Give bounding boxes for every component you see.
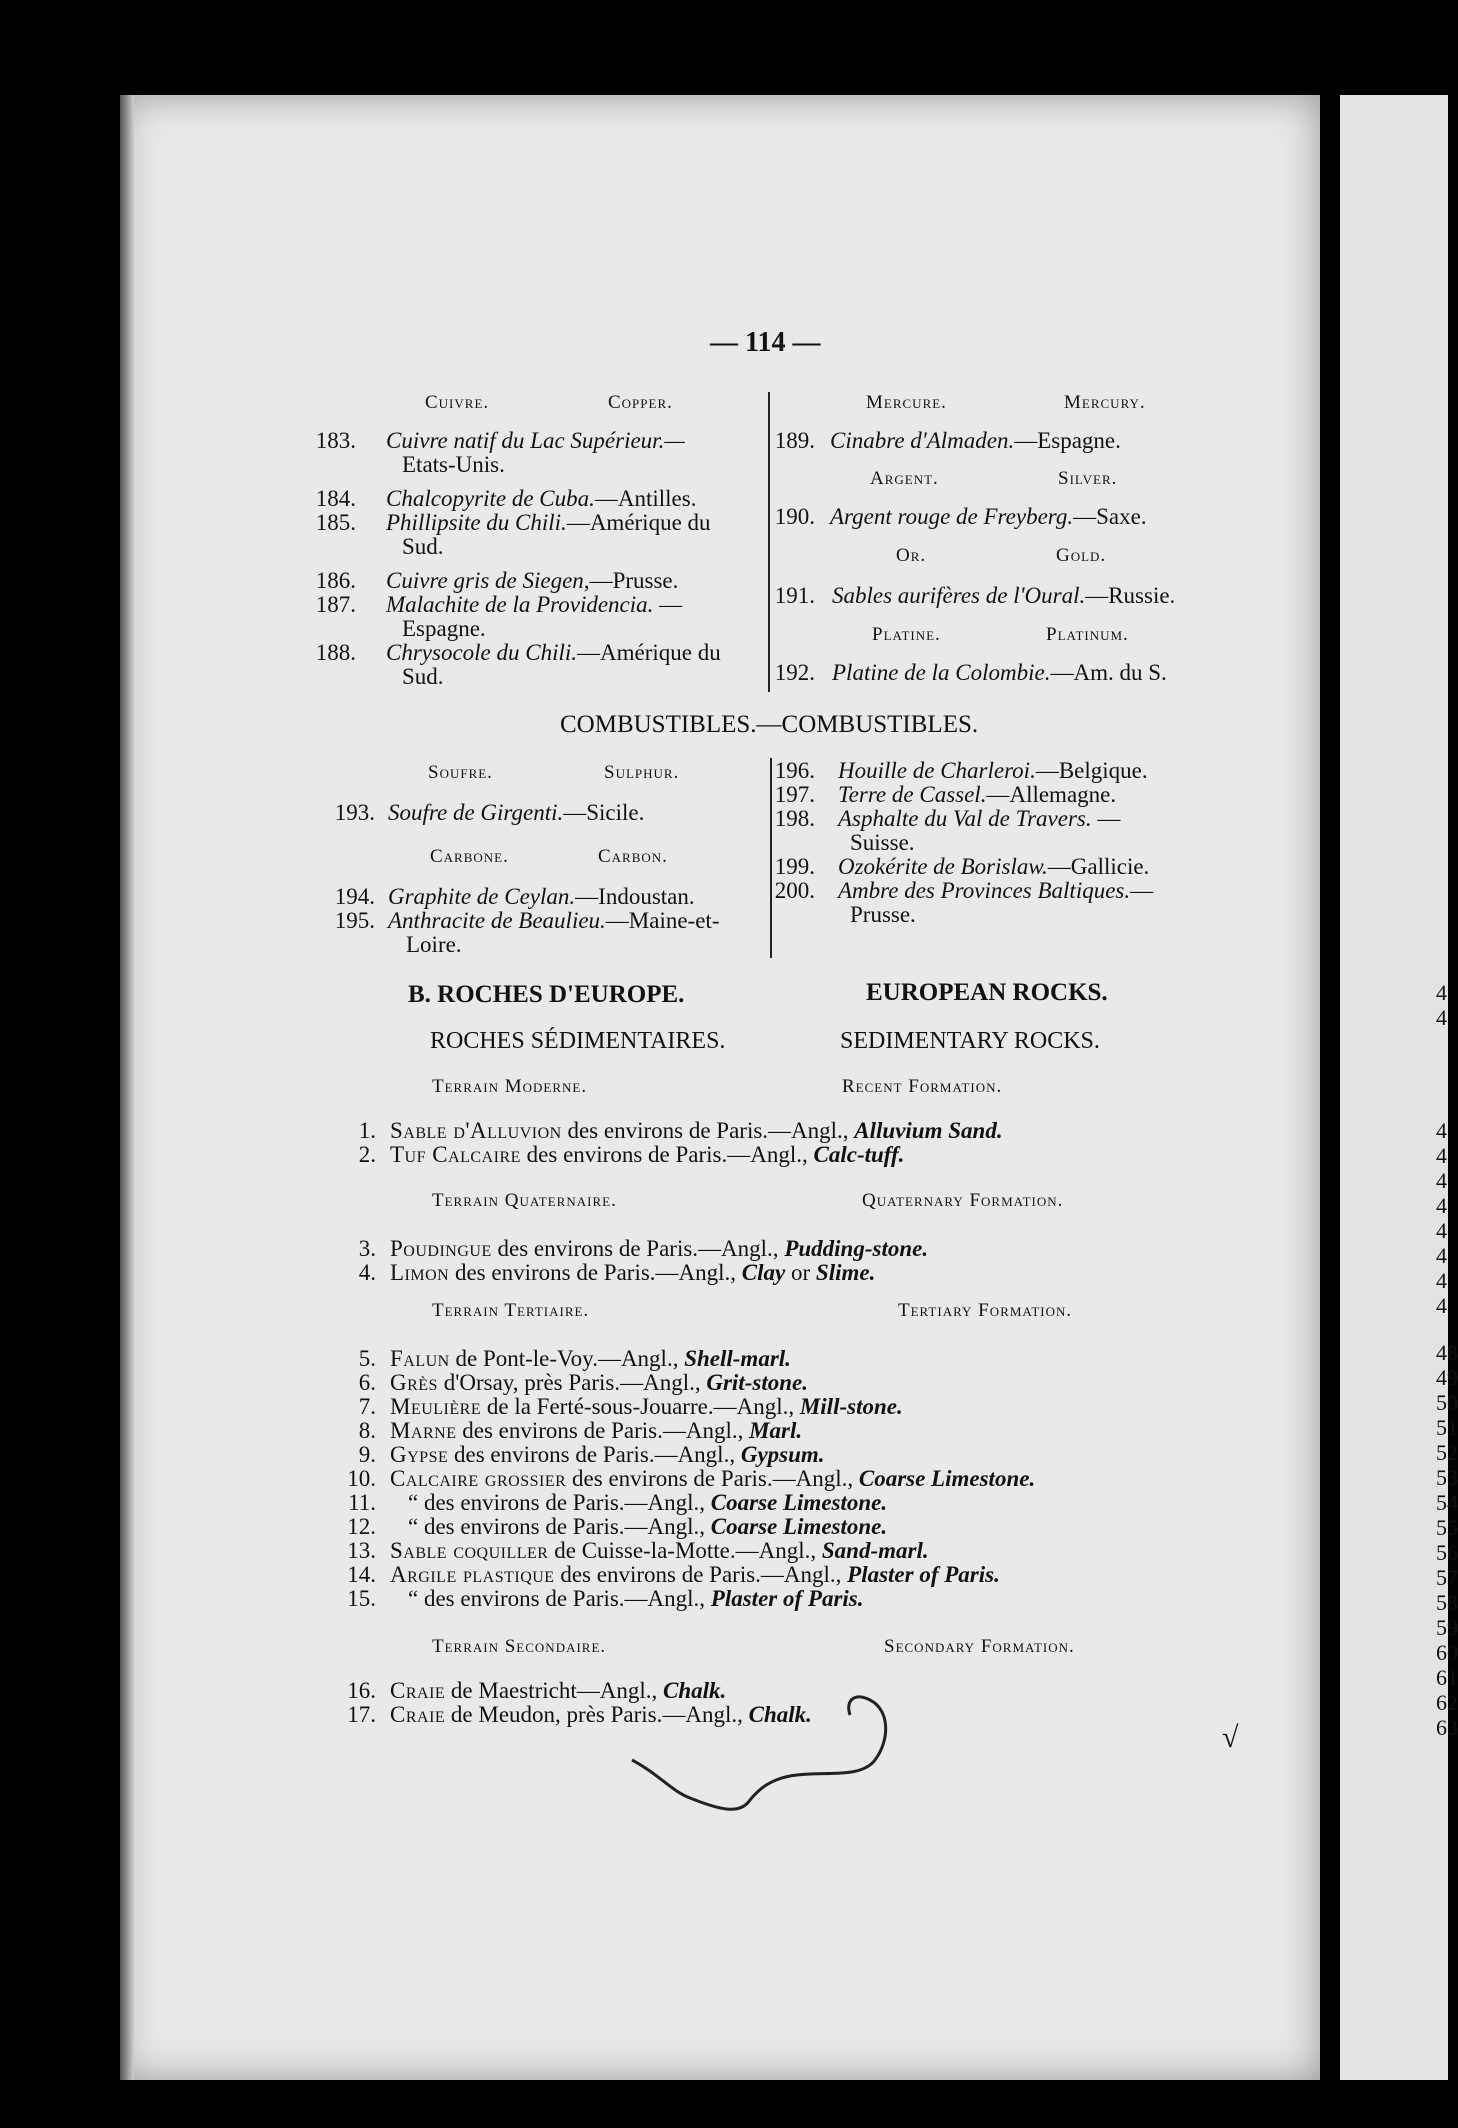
margin-number: 4 [1436, 1193, 1447, 1218]
rock-origin: de Pont-le-Voy.—Angl., [449, 1346, 685, 1371]
page-binding-edge [120, 95, 134, 2080]
entry-continuation: Suisse. [850, 830, 915, 855]
entry-name: Soufre de Girgenti. [388, 800, 564, 825]
entry-number: 193. [334, 800, 375, 825]
margin-number: 4 [1436, 1118, 1447, 1143]
entry-origin: —Amérique du [566, 510, 711, 535]
rock-number: 16. [347, 1678, 376, 1703]
entry-origin: —Amérique du [577, 640, 721, 665]
combustible-entry [838, 878, 1153, 904]
rock-origin: de Meudon, près Paris.—Angl., [445, 1702, 749, 1727]
entry-origin: —Allemagne. [986, 782, 1117, 807]
rock-number: 10. [347, 1466, 376, 1491]
entry-origin: —Antilles. [594, 486, 697, 511]
rock-entry [390, 1346, 791, 1372]
combustible-entry [838, 782, 1116, 808]
rock-entry [390, 1466, 1035, 1492]
copper-entry [386, 486, 696, 512]
rock-name: Limon [390, 1260, 450, 1285]
entry-continuation: Prusse. [850, 902, 916, 927]
rock-number: 12. [347, 1514, 376, 1539]
rock-english: Grit-stone. [706, 1370, 808, 1395]
rock-english: Shell-marl. [684, 1346, 791, 1371]
rock-number: 3. [358, 1236, 376, 1261]
entry-continuation: Sud. [402, 534, 444, 559]
rock-origin: des environs de Paris.—Angl., [491, 1236, 785, 1261]
rock-number: 13. [347, 1538, 376, 1563]
entry-number: 186. [315, 568, 356, 593]
entry-number: 196. [774, 758, 815, 783]
copper-entry [386, 510, 711, 536]
rock-origin: des environs de Paris.—Angl., [520, 1142, 814, 1167]
entry-name: Cuivre natif du Lac Supérieur.— [386, 428, 685, 453]
margin-number: 4 [1436, 1243, 1447, 1268]
header-platine: Platine. [872, 624, 941, 645]
rock-origin: des environs de Paris.—Angl., [566, 1466, 859, 1491]
rock-entry [390, 1442, 825, 1468]
adjacent-page-strip [1340, 95, 1448, 2080]
rock-number: 4. [358, 1260, 376, 1285]
margin-number: 51 [1436, 1415, 1458, 1440]
entry-origin: —Indoustan. [575, 884, 695, 909]
rocks-title-fr: B. ROCHES D'EUROPE. [408, 981, 685, 1008]
entry-origin: — [653, 592, 683, 617]
margin-number: 55 [1436, 1515, 1458, 1540]
rock-origin: des environs de Paris.—Angl., [449, 1260, 742, 1285]
entry-name: Anthracite de Beaulieu. [388, 908, 606, 933]
header-carbone: Carbone. [430, 846, 509, 867]
entry-name: Asphalte du Val de Travers. [838, 806, 1092, 831]
entry-name: Platine de la Colombie. [832, 660, 1051, 685]
entry-name: Phillipsite du Chili. [386, 510, 567, 535]
combustible-entry [838, 806, 1120, 832]
rock-entry [390, 1562, 1000, 1588]
entry-name: Cinabre d'Almaden. [830, 428, 1015, 453]
header-cuivre: Cuivre. [425, 392, 490, 413]
rock-number: 6. [358, 1370, 376, 1395]
margin-number: 62 [1436, 1690, 1458, 1715]
entry-origin: —Prusse. [589, 568, 679, 593]
rock-number: 11. [348, 1490, 376, 1515]
margin-number: 4 [1436, 1005, 1447, 1030]
entry-origin: —Sicile. [563, 800, 645, 825]
section-header-en: Quaternary Formation. [862, 1190, 1064, 1211]
entry-name: Chrysocole du Chili. [386, 640, 578, 665]
rock-english: Alluvium Sand. [854, 1118, 1003, 1143]
rock-english: Plaster of Paris. [710, 1586, 864, 1611]
copper-entry [386, 568, 678, 594]
rock-number: 8. [358, 1418, 376, 1443]
entry-continuation: Loire. [406, 932, 462, 957]
margin-number: 4 [1436, 1268, 1447, 1293]
margin-number: 59 [1436, 1615, 1458, 1640]
rock-number: 7. [358, 1394, 376, 1419]
entry-name: Ozokérite de Borislaw. [838, 854, 1048, 879]
margin-number: 60 [1436, 1640, 1458, 1665]
rock-number: 17. [347, 1702, 376, 1727]
rock-english: Mill-stone. [799, 1394, 903, 1419]
section-header-fr: Terrain Quaternaire. [432, 1190, 617, 1211]
rock-english: Gypsum. [740, 1442, 825, 1467]
rock-entry [390, 1118, 1003, 1144]
rock-entry [390, 1236, 928, 1262]
margin-number: 49 [1436, 1365, 1458, 1390]
rock-english: Calc-tuff. [813, 1142, 905, 1167]
rock-english: Chalk. [663, 1678, 727, 1703]
header-silver: Silver. [1058, 468, 1118, 489]
rock-entry [390, 1370, 808, 1396]
rock-name: Poudingue [390, 1236, 492, 1261]
entry-name: Malachite de la Providencia. [386, 592, 654, 617]
margin-number: 4 [1436, 1218, 1447, 1243]
rock-entry [390, 1260, 875, 1286]
entry-name: Argent rouge de Freyberg. [830, 504, 1074, 529]
margin-number: 4 [1436, 1293, 1447, 1318]
section-header-fr: Terrain Tertiaire. [432, 1300, 590, 1321]
entry-194 [388, 884, 695, 910]
rock-english: Coarse Limestone. [710, 1490, 888, 1515]
rock-name: Grès [390, 1370, 438, 1395]
rock-entry [390, 1538, 929, 1564]
rock-origin: “ des environs de Paris.—Angl., [408, 1490, 711, 1515]
entry-number: 200. [774, 878, 815, 903]
rocks-subtitle-en: SEDIMENTARY ROCKS. [840, 1028, 1100, 1054]
entry-number: 194. [334, 884, 375, 909]
rock-entry [390, 1586, 864, 1612]
rock-entry [390, 1514, 887, 1540]
rock-name: Sable coquiller [390, 1538, 549, 1563]
entry-name: Cuivre gris de Siegen, [386, 568, 590, 593]
entry-number: 189. [774, 428, 815, 453]
copper-entry [386, 592, 682, 618]
entry-continuation: Espagne. [402, 616, 486, 641]
rock-origin: des environs de Paris.—Angl., [448, 1442, 741, 1467]
rock-name: Craie [390, 1702, 446, 1727]
entry-189 [830, 428, 1121, 454]
header-mercure: Mercure. [866, 392, 947, 413]
rock-name: Calcaire grossier [390, 1466, 567, 1491]
rock-origin: de Maestricht—Angl., [445, 1678, 663, 1703]
rock-english: Coarse Limestone. [710, 1514, 888, 1539]
entry-number: 187. [315, 592, 356, 617]
entry-origin: —Saxe. [1073, 504, 1147, 529]
rock-name: Sable d'Alluvion [390, 1118, 562, 1143]
header-platinum: Platinum. [1046, 624, 1129, 645]
entry-number: 195. [334, 908, 375, 933]
entry-number: 198. [774, 806, 815, 831]
rock-origin: des environs de Paris.—Angl., [456, 1418, 750, 1443]
entry-origin: —Gallicie. [1047, 854, 1150, 879]
rock-origin: “ des environs de Paris.—Angl., [408, 1514, 711, 1539]
combustibles-heading: COMBUSTIBLES.—COMBUSTIBLES. [560, 711, 979, 738]
rock-english: Plaster of Paris. [847, 1562, 1000, 1587]
section-header-en: Recent Formation. [842, 1076, 1003, 1097]
margin-number: 4 [1436, 980, 1447, 1005]
rock-entry [390, 1418, 802, 1444]
entry-origin: —Belgique. [1035, 758, 1148, 783]
rock-number: 9. [358, 1442, 376, 1467]
rock-entry [390, 1394, 903, 1420]
rock-origin: de la Ferté-sous-Jouarre.—Angl., [481, 1394, 800, 1419]
rock-english: Clay [741, 1260, 786, 1285]
rock-origin: d'Orsay, près Paris.—Angl., [437, 1370, 707, 1395]
page-number: — 114 — [710, 327, 821, 358]
entry-number: 192. [774, 660, 815, 685]
combustible-entry [838, 758, 1148, 784]
entry-193 [388, 800, 644, 826]
header-mercury-en: Mercury. [1064, 392, 1146, 413]
margin-number: 56 [1436, 1540, 1458, 1565]
entry-name: Ambre des Provinces Baltiques. [838, 878, 1131, 903]
entry-origin: — [1091, 806, 1121, 831]
entry-number: 185. [315, 510, 356, 535]
entry-origin: — [1130, 878, 1154, 903]
section-header-en: Tertiary Formation. [898, 1300, 1073, 1321]
entry-number: 197. [774, 782, 815, 807]
entry-195 [388, 908, 719, 934]
rock-name: Marne [390, 1418, 457, 1443]
margin-number: 61 [1436, 1665, 1458, 1690]
entry-continuation: Etats-Unis. [402, 452, 505, 477]
copper-entry [386, 640, 721, 666]
section-header-en: Secondary Formation. [884, 1636, 1075, 1657]
rock-entry [390, 1142, 904, 1168]
copper-entry [386, 428, 685, 454]
margin-number: 54 [1436, 1490, 1458, 1515]
margin-number: 50 [1436, 1390, 1458, 1415]
margin-number: 58 [1436, 1590, 1458, 1615]
rock-name: Craie [390, 1678, 446, 1703]
header-copper: Copper. [608, 392, 673, 413]
entry-number: 199. [774, 854, 815, 879]
rock-origin: de Cuisse-la-Motte.—Angl., [548, 1538, 822, 1563]
entry-190 [830, 504, 1147, 530]
entry-number: 190. [774, 504, 815, 529]
entry-name: Sables aurifères de l'Oural. [832, 583, 1086, 608]
header-or: Or. [896, 545, 927, 566]
margin-number: 48 [1436, 1340, 1458, 1365]
rock-number: 14. [347, 1562, 376, 1587]
entry-number: 191. [774, 583, 815, 608]
entry-number: 183. [315, 428, 356, 453]
entry-192 [832, 660, 1167, 686]
entry-number: 188. [315, 640, 356, 665]
rock-name: Tuf Calcaire [390, 1142, 521, 1167]
rock-name: Argile plastique [390, 1562, 555, 1587]
margin-number: 52 [1436, 1440, 1458, 1465]
combustible-entry [838, 854, 1149, 880]
rock-name: Meulière [390, 1394, 482, 1419]
rocks-title-en: EUROPEAN ROCKS. [866, 979, 1108, 1006]
rock-english: Chalk. [748, 1702, 812, 1727]
rock-name: Falun [390, 1346, 450, 1371]
header-carbon: Carbon. [598, 846, 668, 867]
entry-origin: —Maine-et- [605, 908, 720, 933]
rocks-subtitle-fr: ROCHES SÉDIMENTAIRES. [430, 1028, 726, 1054]
rock-english-alt: Slime. [815, 1260, 876, 1285]
rock-origin: des environs de Paris.—Angl., [554, 1562, 848, 1587]
rock-number: 5. [358, 1346, 376, 1371]
entry-name: Graphite de Ceylan. [388, 884, 576, 909]
rock-english: Sand-marl. [821, 1538, 929, 1563]
margin-number: 63 [1436, 1715, 1458, 1740]
entry-name: Chalcopyrite de Cuba. [386, 486, 595, 511]
rock-english: Marl. [749, 1418, 803, 1443]
header-sulphur: Sulphur. [604, 762, 680, 783]
section-header-fr: Terrain Moderne. [432, 1076, 588, 1097]
header-gold: Gold. [1056, 545, 1107, 566]
margin-number: 53 [1436, 1465, 1458, 1490]
entry-name: Houille de Charleroi. [838, 758, 1036, 783]
entry-origin: —Espagne. [1014, 428, 1121, 453]
header-soufre: Soufre. [428, 762, 493, 783]
rock-english: Pudding-stone. [784, 1236, 929, 1261]
check-mark: √ [1222, 1721, 1239, 1754]
entry-continuation: Sud. [402, 664, 444, 689]
header-argent: Argent. [870, 468, 939, 489]
margin-number: 4 [1436, 1143, 1447, 1168]
rock-conjunction: or [785, 1260, 816, 1285]
rock-english: Coarse Limestone. [858, 1466, 1036, 1491]
rock-origin: “ des environs de Paris.—Angl., [408, 1586, 711, 1611]
rock-number: 2. [358, 1142, 376, 1167]
entry-191 [832, 583, 1175, 609]
rock-name: Gypse [390, 1442, 449, 1467]
rock-number: 1. [358, 1118, 376, 1143]
section-header-fr: Terrain Secondaire. [432, 1636, 607, 1657]
handwritten-scribble [620, 1680, 950, 1820]
rock-origin: des environs de Paris.—Angl., [561, 1118, 855, 1143]
entry-number: 184. [315, 486, 356, 511]
margin-number: 4 [1436, 1168, 1447, 1193]
margin-number: 57 [1436, 1565, 1458, 1590]
rock-number: 15. [347, 1586, 376, 1611]
entry-origin: —Am. du S. [1050, 660, 1167, 685]
entry-origin: —Russie. [1085, 583, 1176, 608]
rock-entry [390, 1490, 887, 1516]
entry-name: Terre de Cassel. [838, 782, 987, 807]
